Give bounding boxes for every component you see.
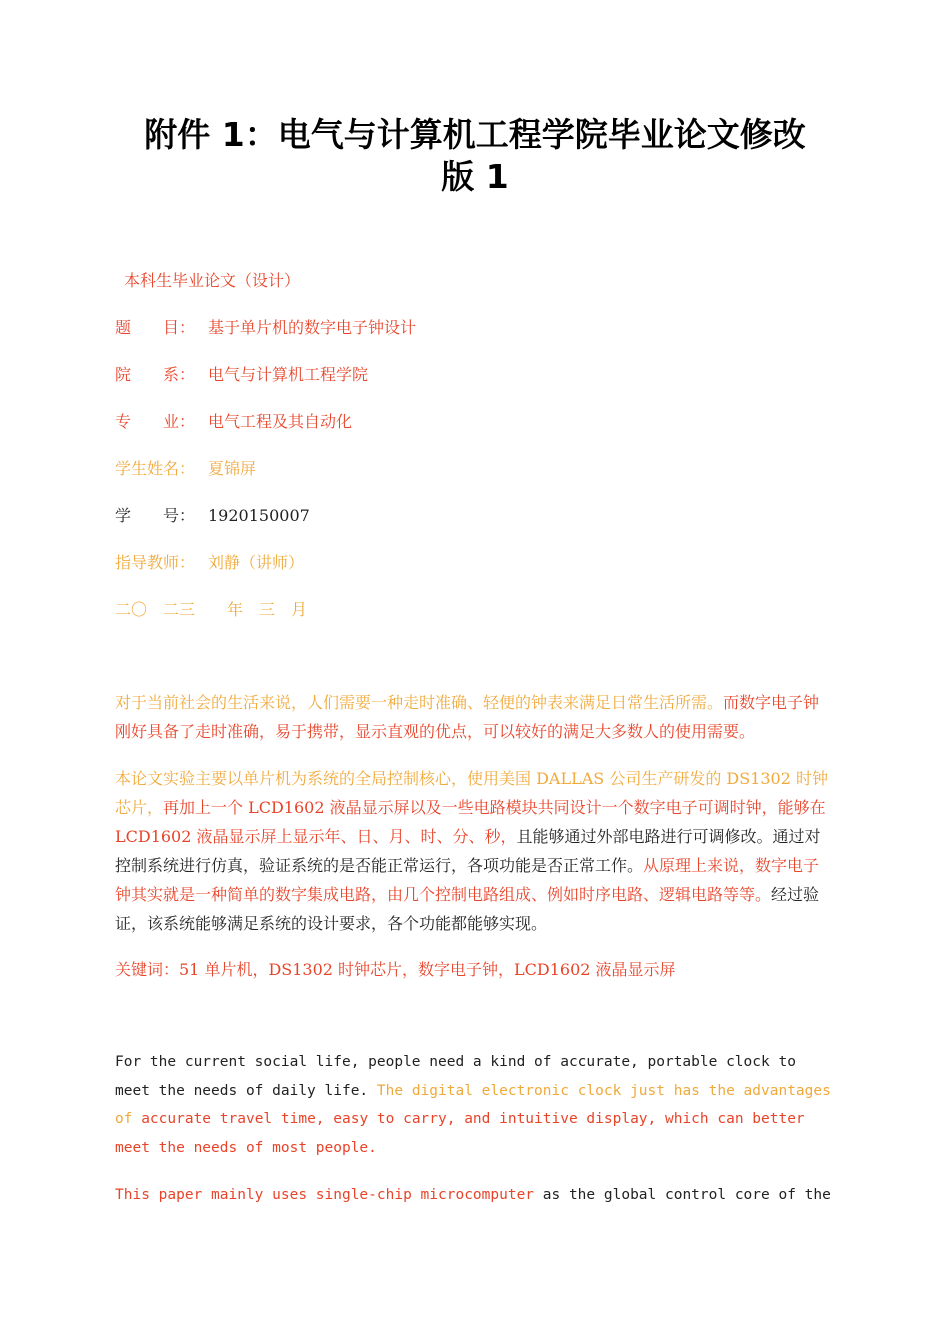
text-run: 经过验证，该系统能够满足系统的设计要求，各个功能都能够实现。 <box>115 885 820 933</box>
field-label: 学生姓名： <box>115 459 196 478</box>
field-label: 院 系： <box>115 365 196 384</box>
field-value: 1920150007 <box>208 506 310 525</box>
title-line-2: 版 1 <box>441 157 509 196</box>
text-run: The digital electronic clock just has the advantages of <box>115 1082 831 1128</box>
field-value: 电气工程及其自动化 <box>208 412 353 431</box>
field-value: 夏锦屏 <box>208 459 257 478</box>
field-value: 刘静（讲师） <box>208 553 305 572</box>
field-department <box>115 365 368 385</box>
text-run: as the global control core of the <box>542 1187 831 1203</box>
text-run: For the current social life, people need a kind of accurate, portable clock to meet the needs of daily life. <box>115 1054 796 1099</box>
abstract-en-paragraph-2 <box>115 1181 835 1210</box>
document-title <box>100 114 850 198</box>
field-student-name <box>115 459 256 479</box>
cover-date: 二〇 二三 年 三 月 <box>115 600 308 619</box>
field-value: 基于单片机的数字电子钟设计 <box>208 318 417 337</box>
text-run: This paper mainly uses single-chip microcomputer <box>115 1187 535 1203</box>
text-run: 本论文实验主要以单片机为系统的全局控制核心，使用美国 DALLAS 公司生产研发的 DS1302 时钟芯片， <box>115 769 829 817</box>
field-advisor <box>115 553 304 573</box>
field-student-id <box>115 506 310 526</box>
text-run: 从原理上来说，数字电子钟其实就是一种简单的数字集成电路，由几个控制电路组成、例如时序电路、逻辑电路等等。 <box>115 856 820 904</box>
thesis-type: 本科生毕业论文（设计） <box>124 271 301 290</box>
text-run: accurate travel time, easy to carry, and intuitive display, which can better meet the needs of most people. <box>115 1111 805 1156</box>
text-run: 而数字电子钟刚好具备了走时准确，易于携带，显示直观的优点，可以较好的满足大多数人的使用需要。 <box>115 693 820 741</box>
field-major <box>115 412 352 432</box>
field-label: 专 业： <box>115 412 196 431</box>
text-run: 且能够通过外部电路进行可调修改。通过对控制系统进行仿真，验证系统的是否能正常运行，各项功能是否正常工作。 <box>115 827 821 875</box>
abstract-cn-paragraph-1 <box>115 688 835 746</box>
abstract-cn-paragraph-2 <box>115 764 835 938</box>
field-label: 学 号： <box>115 506 196 525</box>
field-label: 指导教师： <box>115 553 196 572</box>
text-run: 再加上一个 LCD1602 液晶显示屏以及一些电路模块共同设计一个数字电子可调时钟，能够在 LCD1602 液晶显示屏上显示年、日、月、时、分、秒， <box>115 798 826 846</box>
field-title <box>115 318 416 338</box>
abstract-en-paragraph-1 <box>115 1048 835 1162</box>
keywords-cn: 关键词：51 单片机，DS1302 时钟芯片，数字电子钟，LCD1602 液晶显示屏 <box>115 960 676 979</box>
text-run: 对于当前社会的生活来说，人们需要一种走时准确、轻便的钟表来满足日常生活所需。 <box>115 693 724 712</box>
field-label: 题 目： <box>115 318 196 337</box>
field-value: 电气与计算机工程学院 <box>208 365 369 384</box>
title-line-1: 附件 1：电气与计算机工程学院毕业论文修改 <box>144 115 806 154</box>
